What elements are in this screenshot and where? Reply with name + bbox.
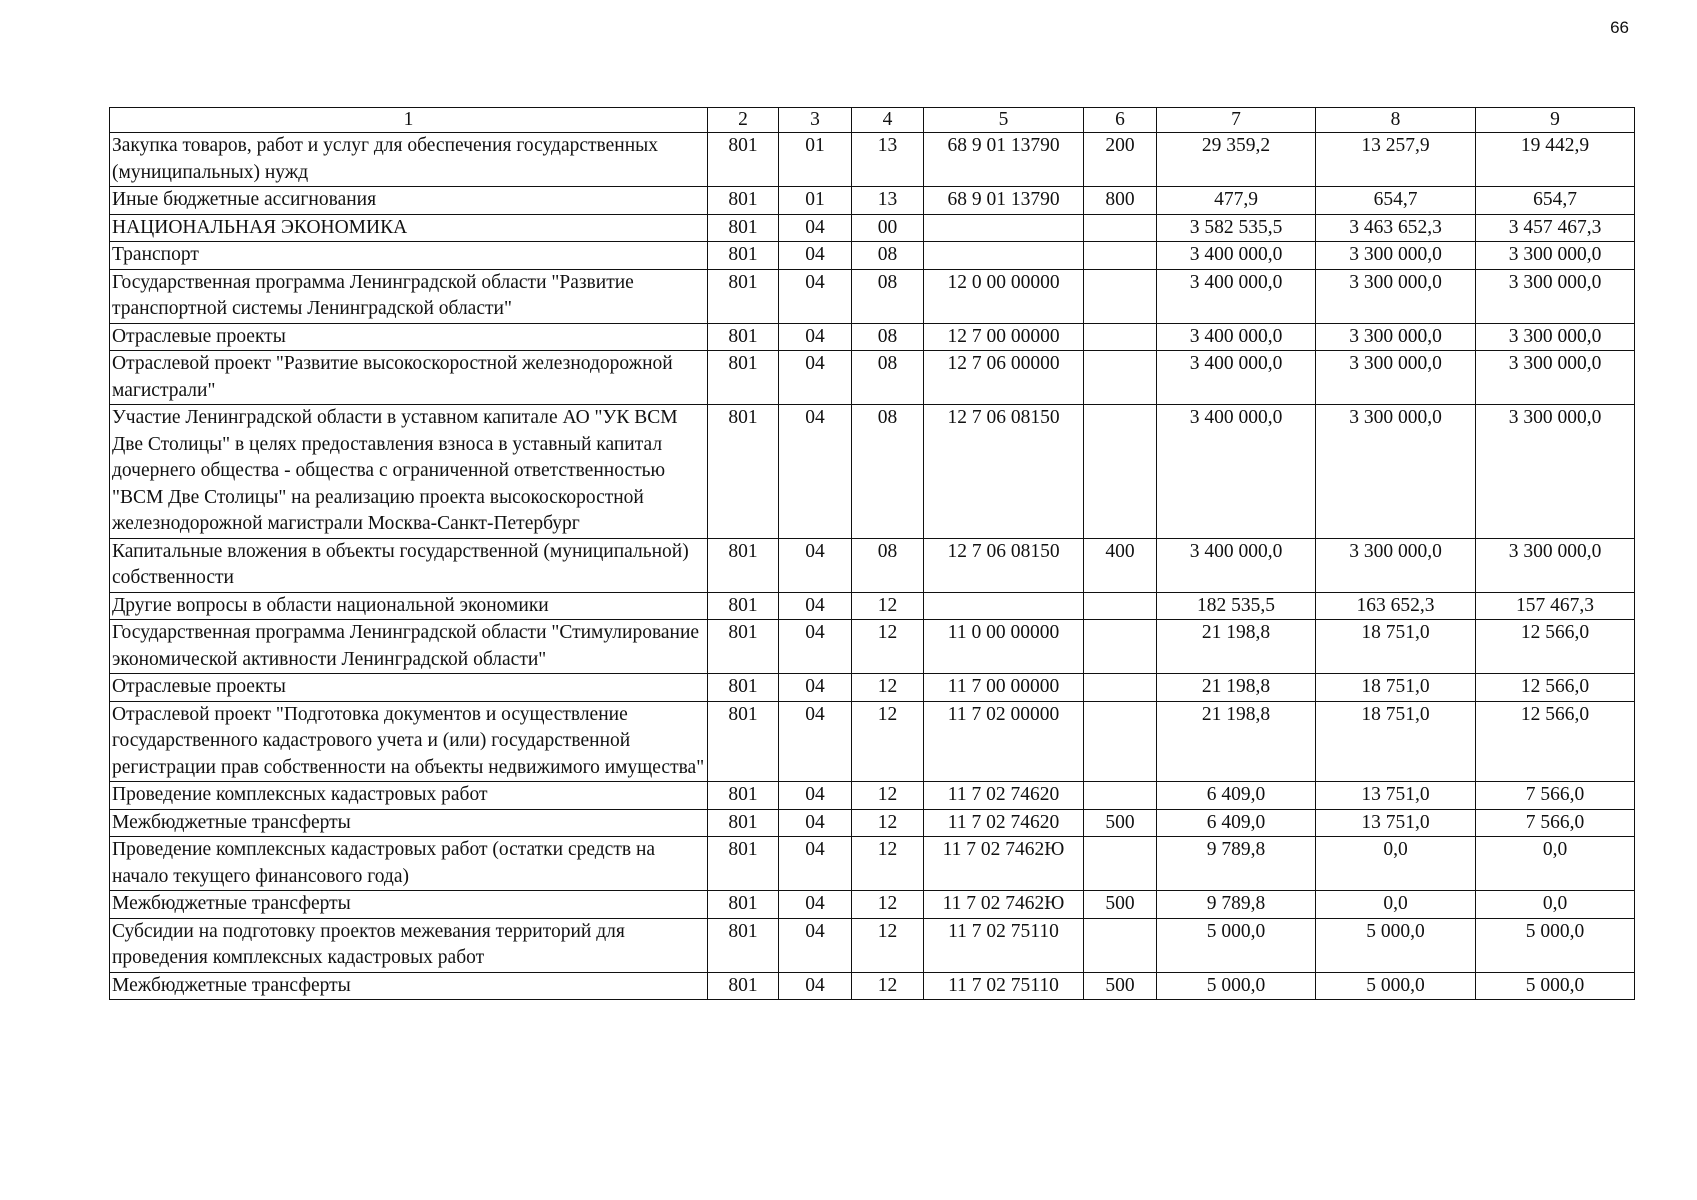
section-code-cell: 04 [779,242,852,270]
header-cell-8: 8 [1316,108,1476,133]
subsection-code-cell: 12 [852,674,924,702]
ministry-code-cell: 801 [708,701,779,782]
expense-type-code-cell [1084,214,1157,242]
row-name-cell: НАЦИОНАЛЬНАЯ ЭКОНОМИКА [110,214,708,242]
table-row [110,405,1635,539]
amount-col-8-cell: 13 257,9 [1316,133,1476,187]
ministry-code-cell: 801 [708,323,779,351]
table-row [110,323,1635,351]
row-name-cell: Отраслевой проект "Развитие высокоскоростной железнодорожной магистрали" [110,351,708,405]
header-cell-1: 1 [110,108,708,133]
section-code-cell: 04 [779,701,852,782]
table-row [110,701,1635,782]
section-code-cell: 04 [779,214,852,242]
amount-col-8-cell: 3 300 000,0 [1316,351,1476,405]
amount-col-7-cell: 477,9 [1157,187,1316,215]
ministry-code-cell: 801 [708,405,779,539]
expense-type-code-cell [1084,592,1157,620]
amount-col-9-cell: 12 566,0 [1476,701,1635,782]
row-name-cell: Иные бюджетные ассигнования [110,187,708,215]
subsection-code-cell: 08 [852,351,924,405]
expense-type-code-cell [1084,620,1157,674]
amount-col-9-cell: 5 000,0 [1476,918,1635,972]
amount-col-7-cell: 21 198,8 [1157,701,1316,782]
section-code-cell: 04 [779,837,852,891]
section-code-cell: 04 [779,972,852,1000]
subsection-code-cell: 08 [852,538,924,592]
header-cell-9: 9 [1476,108,1635,133]
target-code-cell: 11 7 02 7462Ю [924,837,1084,891]
row-name-cell: Закупка товаров, работ и услуг для обеспечения государственных (муниципальных) нужд [110,133,708,187]
row-name-cell: Отраслевой проект "Подготовка документов и осуществление государственного кадастрового учета и (или) государственной регистрации прав собственности на объекты недвижимого имущества" [110,701,708,782]
target-code-cell: 68 9 01 13790 [924,187,1084,215]
section-code-cell: 04 [779,269,852,323]
subsection-code-cell: 12 [852,837,924,891]
table-row [110,809,1635,837]
subsection-code-cell: 00 [852,214,924,242]
amount-col-7-cell: 29 359,2 [1157,133,1316,187]
expense-type-code-cell [1084,405,1157,539]
subsection-code-cell: 08 [852,269,924,323]
section-code-cell: 04 [779,809,852,837]
ministry-code-cell: 801 [708,918,779,972]
expense-type-code-cell [1084,242,1157,270]
subsection-code-cell: 12 [852,701,924,782]
amount-col-8-cell: 0,0 [1316,837,1476,891]
expense-type-code-cell: 200 [1084,133,1157,187]
amount-col-7-cell: 21 198,8 [1157,620,1316,674]
amount-col-9-cell: 12 566,0 [1476,674,1635,702]
amount-col-9-cell: 0,0 [1476,891,1635,919]
expense-type-code-cell [1084,674,1157,702]
amount-col-8-cell: 3 300 000,0 [1316,242,1476,270]
expense-type-code-cell: 400 [1084,538,1157,592]
table-row [110,187,1635,215]
ministry-code-cell: 801 [708,891,779,919]
table-row [110,782,1635,810]
amount-col-7-cell: 182 535,5 [1157,592,1316,620]
amount-col-9-cell: 3 300 000,0 [1476,351,1635,405]
table-row [110,620,1635,674]
amount-col-7-cell: 3 400 000,0 [1157,323,1316,351]
target-code-cell: 12 7 06 08150 [924,405,1084,539]
table-row [110,674,1635,702]
amount-col-8-cell: 5 000,0 [1316,918,1476,972]
ministry-code-cell: 801 [708,837,779,891]
target-code-cell: 11 7 00 00000 [924,674,1084,702]
ministry-code-cell: 801 [708,133,779,187]
table-row [110,538,1635,592]
table-row [110,891,1635,919]
header-cell-4: 4 [852,108,924,133]
row-name-cell: Государственная программа Ленинградской области "Стимулирование экономической активности Ленинградской области" [110,620,708,674]
header-cell-3: 3 [779,108,852,133]
target-code-cell: 12 0 00 00000 [924,269,1084,323]
expense-type-code-cell [1084,837,1157,891]
amount-col-8-cell: 3 300 000,0 [1316,323,1476,351]
subsection-code-cell: 12 [852,809,924,837]
amount-col-9-cell: 3 457 467,3 [1476,214,1635,242]
header-cell-5: 5 [924,108,1084,133]
subsection-code-cell: 08 [852,242,924,270]
table-row [110,837,1635,891]
budget-table [109,107,1635,1000]
amount-col-7-cell: 6 409,0 [1157,782,1316,810]
row-name-cell: Субсидии на подготовку проектов межевания территорий для проведения комплексных кадастровых работ [110,918,708,972]
table-row [110,972,1635,1000]
table-row [110,351,1635,405]
header-cell-7: 7 [1157,108,1316,133]
row-name-cell: Отраслевые проекты [110,323,708,351]
table-row [110,918,1635,972]
amount-col-9-cell: 157 467,3 [1476,592,1635,620]
section-code-cell: 04 [779,405,852,539]
table-row [110,592,1635,620]
amount-col-7-cell: 3 400 000,0 [1157,538,1316,592]
section-code-cell: 04 [779,782,852,810]
row-name-cell: Отраслевые проекты [110,674,708,702]
ministry-code-cell: 801 [708,214,779,242]
table-row [110,269,1635,323]
amount-col-8-cell: 18 751,0 [1316,620,1476,674]
row-name-cell: Капитальные вложения в объекты государственной (муниципальной) собственности [110,538,708,592]
target-code-cell: 11 7 02 75110 [924,972,1084,1000]
section-code-cell: 04 [779,918,852,972]
section-code-cell: 04 [779,620,852,674]
amount-col-8-cell: 3 300 000,0 [1316,269,1476,323]
subsection-code-cell: 12 [852,918,924,972]
subsection-code-cell: 12 [852,620,924,674]
row-name-cell: Транспорт [110,242,708,270]
amount-col-8-cell: 3 300 000,0 [1316,538,1476,592]
row-name-cell: Государственная программа Ленинградской области "Развитие транспортной системы Ленинградской области" [110,269,708,323]
subsection-code-cell: 13 [852,187,924,215]
ministry-code-cell: 801 [708,351,779,405]
amount-col-9-cell: 3 300 000,0 [1476,323,1635,351]
header-cell-6: 6 [1084,108,1157,133]
ministry-code-cell: 801 [708,269,779,323]
row-name-cell: Участие Ленинградской области в уставном капитале АО "УК ВСМ Две Столицы" в целях предоставления взноса в уставный капитал дочернего общества - общества с ограниченной ответственностью "ВСМ Две Столицы" на реализацию проекта высокоскоростной железнодорожной магистрали Москва-Санкт-Петербург [110,405,708,539]
amount-col-9-cell: 19 442,9 [1476,133,1635,187]
amount-col-8-cell: 5 000,0 [1316,972,1476,1000]
expense-type-code-cell [1084,351,1157,405]
subsection-code-cell: 12 [852,972,924,1000]
expense-type-code-cell: 800 [1084,187,1157,215]
target-code-cell: 11 7 02 74620 [924,809,1084,837]
target-code-cell: 12 7 00 00000 [924,323,1084,351]
header-cell-2: 2 [708,108,779,133]
ministry-code-cell: 801 [708,674,779,702]
amount-col-8-cell: 18 751,0 [1316,701,1476,782]
subsection-code-cell: 08 [852,323,924,351]
table-row [110,214,1635,242]
table-row [110,242,1635,270]
amount-col-9-cell: 3 300 000,0 [1476,538,1635,592]
amount-col-8-cell: 654,7 [1316,187,1476,215]
row-name-cell: Межбюджетные трансферты [110,972,708,1000]
amount-col-9-cell: 654,7 [1476,187,1635,215]
section-code-cell: 04 [779,538,852,592]
amount-col-8-cell: 0,0 [1316,891,1476,919]
section-code-cell: 04 [779,592,852,620]
subsection-code-cell: 12 [852,891,924,919]
target-code-cell: 11 7 02 7462Ю [924,891,1084,919]
subsection-code-cell: 08 [852,405,924,539]
row-name-cell: Межбюджетные трансферты [110,809,708,837]
amount-col-7-cell: 9 789,8 [1157,891,1316,919]
section-code-cell: 04 [779,351,852,405]
target-code-cell [924,242,1084,270]
amount-col-9-cell: 5 000,0 [1476,972,1635,1000]
expense-type-code-cell: 500 [1084,809,1157,837]
page-number: 66 [1610,18,1629,37]
ministry-code-cell: 801 [708,538,779,592]
section-code-cell: 04 [779,323,852,351]
amount-col-7-cell: 3 400 000,0 [1157,242,1316,270]
ministry-code-cell: 801 [708,242,779,270]
row-name-cell: Проведение комплексных кадастровых работ (остатки средств на начало текущего финансового года) [110,837,708,891]
amount-col-7-cell: 3 400 000,0 [1157,351,1316,405]
section-code-cell: 04 [779,674,852,702]
ministry-code-cell: 801 [708,782,779,810]
subsection-code-cell: 12 [852,782,924,810]
amount-col-8-cell: 13 751,0 [1316,809,1476,837]
expense-type-code-cell [1084,269,1157,323]
expense-type-code-cell [1084,701,1157,782]
section-code-cell: 01 [779,133,852,187]
header-row [110,108,1635,133]
amount-col-8-cell: 18 751,0 [1316,674,1476,702]
target-code-cell: 11 7 02 75110 [924,918,1084,972]
section-code-cell: 01 [779,187,852,215]
subsection-code-cell: 12 [852,592,924,620]
ministry-code-cell: 801 [708,809,779,837]
target-code-cell: 11 7 02 00000 [924,701,1084,782]
expense-type-code-cell [1084,782,1157,810]
amount-col-9-cell: 7 566,0 [1476,809,1635,837]
amount-col-9-cell: 3 300 000,0 [1476,405,1635,539]
row-name-cell: Другие вопросы в области национальной экономики [110,592,708,620]
ministry-code-cell: 801 [708,972,779,1000]
amount-col-7-cell: 3 400 000,0 [1157,269,1316,323]
amount-col-7-cell: 3 400 000,0 [1157,405,1316,539]
amount-col-8-cell: 13 751,0 [1316,782,1476,810]
target-code-cell: 12 7 06 08150 [924,538,1084,592]
amount-col-9-cell: 3 300 000,0 [1476,242,1635,270]
expense-type-code-cell [1084,918,1157,972]
amount-col-8-cell: 3 463 652,3 [1316,214,1476,242]
row-name-cell: Проведение комплексных кадастровых работ [110,782,708,810]
amount-col-7-cell: 9 789,8 [1157,837,1316,891]
ministry-code-cell: 801 [708,592,779,620]
amount-col-7-cell: 5 000,0 [1157,918,1316,972]
row-name-cell: Межбюджетные трансферты [110,891,708,919]
amount-col-9-cell: 12 566,0 [1476,620,1635,674]
target-code-cell: 11 7 02 74620 [924,782,1084,810]
amount-col-9-cell: 0,0 [1476,837,1635,891]
target-code-cell [924,592,1084,620]
amount-col-8-cell: 3 300 000,0 [1316,405,1476,539]
ministry-code-cell: 801 [708,620,779,674]
expense-type-code-cell: 500 [1084,891,1157,919]
amount-col-9-cell: 3 300 000,0 [1476,269,1635,323]
ministry-code-cell: 801 [708,187,779,215]
subsection-code-cell: 13 [852,133,924,187]
amount-col-9-cell: 7 566,0 [1476,782,1635,810]
target-code-cell: 11 0 00 00000 [924,620,1084,674]
amount-col-7-cell: 3 582 535,5 [1157,214,1316,242]
expense-type-code-cell [1084,323,1157,351]
table-body [110,133,1635,1000]
table-row [110,133,1635,187]
section-code-cell: 04 [779,891,852,919]
target-code-cell: 68 9 01 13790 [924,133,1084,187]
amount-col-8-cell: 163 652,3 [1316,592,1476,620]
amount-col-7-cell: 21 198,8 [1157,674,1316,702]
amount-col-7-cell: 5 000,0 [1157,972,1316,1000]
amount-col-7-cell: 6 409,0 [1157,809,1316,837]
target-code-cell: 12 7 06 00000 [924,351,1084,405]
expense-type-code-cell: 500 [1084,972,1157,1000]
target-code-cell [924,214,1084,242]
